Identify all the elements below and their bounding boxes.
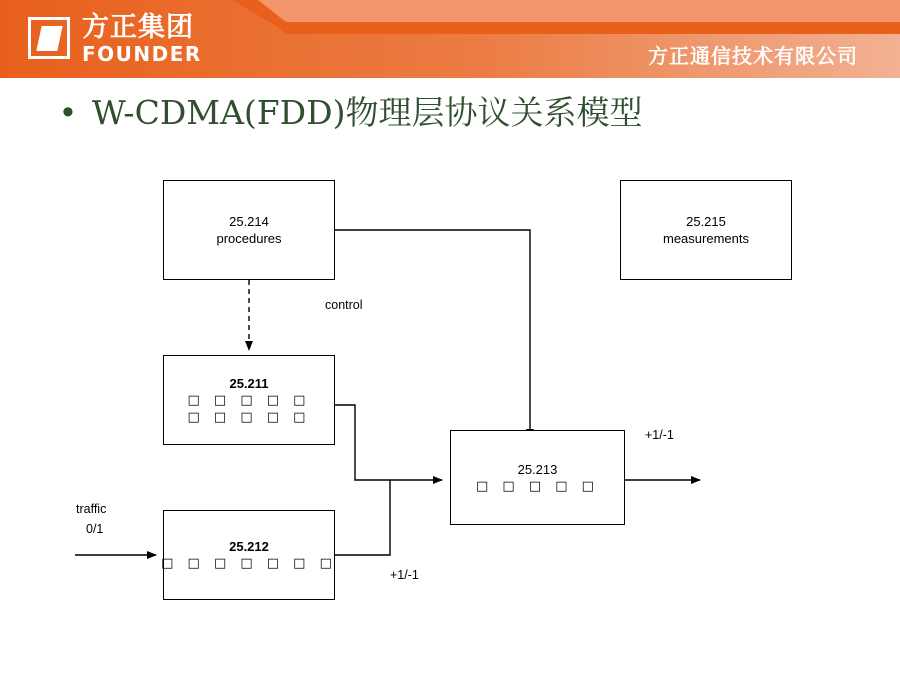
- founder-logo: [0, 0, 228, 78]
- node-25215-line2: measurements: [663, 231, 749, 246]
- label-control: control: [325, 298, 363, 312]
- company-name: 方正通信技术有限公司: [648, 44, 858, 68]
- label-power-control-bottom: +1/-1: [390, 568, 419, 582]
- logo-chinese-text: 方正集团: [82, 12, 194, 43]
- node-25211[interactable]: [163, 355, 335, 445]
- node-25213-line1: 25.213: [517, 461, 558, 477]
- title-bullet-icon: •: [62, 93, 74, 131]
- label-power-control-right: +1/-1: [645, 428, 674, 442]
- node-25213-line2: □ □ □ □ □: [476, 478, 599, 494]
- page-title: [62, 92, 862, 134]
- node-25215-line1: 25.215: [686, 214, 726, 229]
- protocol-relationship-diagram: [0, 150, 900, 650]
- node-25214-line1: 25.214: [229, 214, 269, 229]
- founder-square-logo-icon: [28, 17, 72, 61]
- label-traffic-value: 0/1: [86, 522, 104, 536]
- node-25213[interactable]: [450, 430, 625, 525]
- slide-header: [0, 0, 900, 78]
- node-25212-line1: 25.212: [229, 539, 269, 554]
- title-text: W-CDMA(FDD)物理层协议关系模型: [91, 93, 643, 132]
- label-traffic: traffic: [76, 502, 107, 516]
- node-25211-line3: □ □ □ □ □: [187, 409, 311, 425]
- node-25215[interactable]: [620, 180, 792, 280]
- node-25211-line2: □ □ □ □ □: [187, 392, 311, 408]
- node-25212-line2: □ □ □ □ □ □ □: [161, 556, 337, 571]
- node-25214[interactable]: [163, 180, 335, 280]
- node-25214-line2: procedures: [216, 231, 282, 246]
- logo-english-text: FOUNDER: [82, 42, 202, 66]
- node-25211-line1: 25.211: [229, 375, 269, 391]
- node-25212[interactable]: [163, 510, 335, 600]
